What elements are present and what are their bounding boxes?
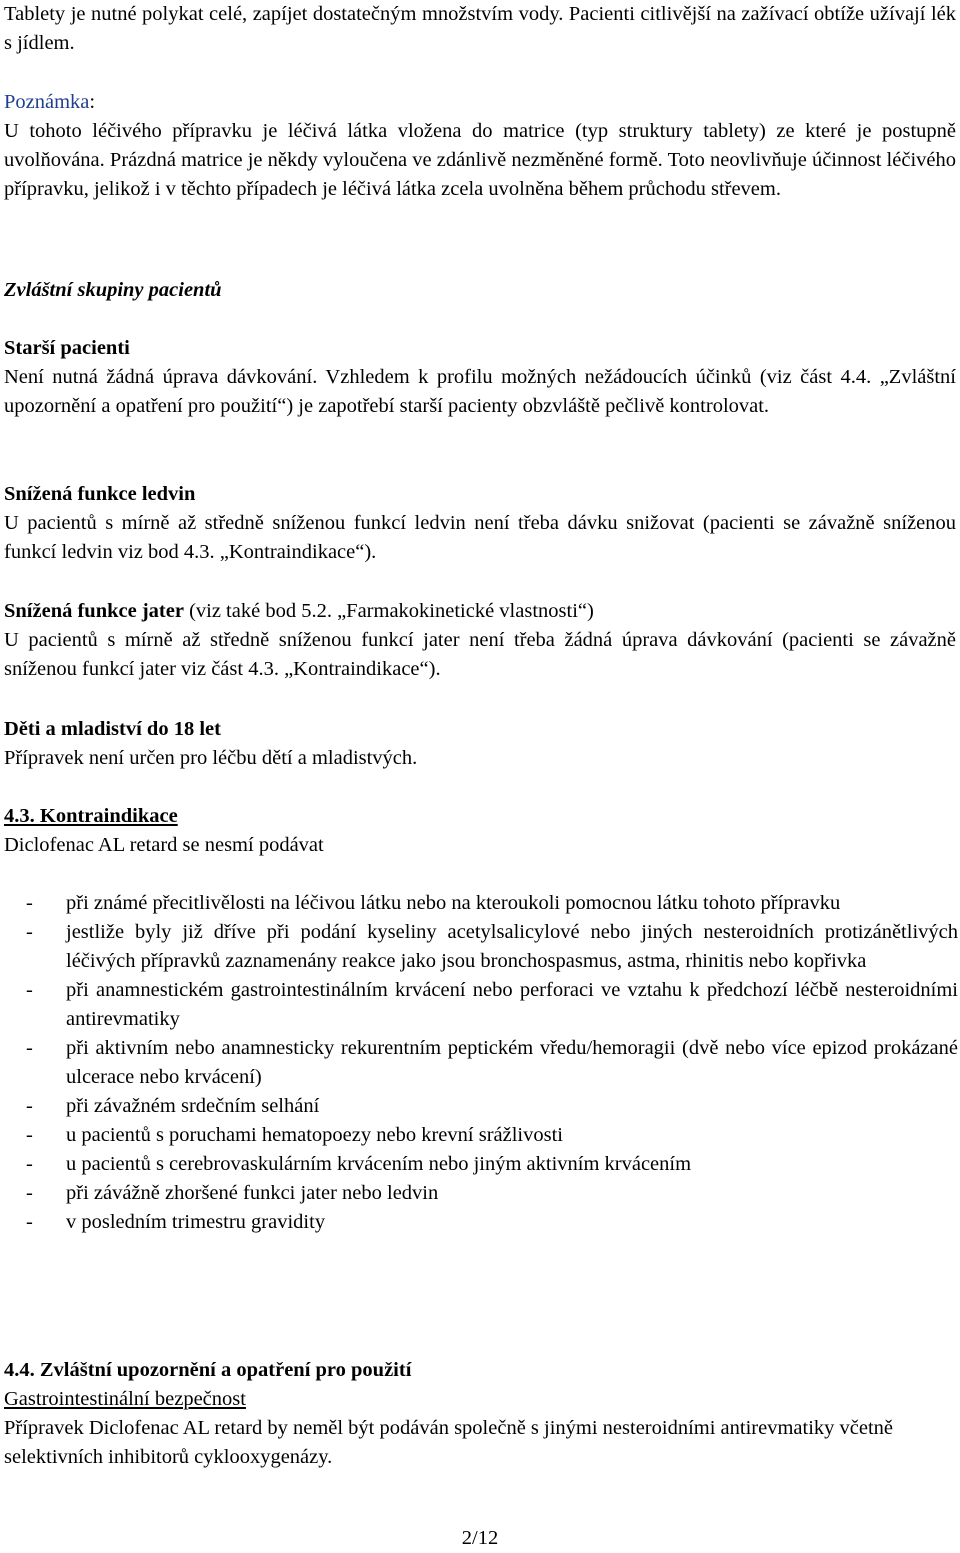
list-item-text: při anamnestickém gastrointestinálním krvácení nebo perforaci ve vztahu k předchozí léčbě nesteroidními antirevmatiky bbox=[66, 979, 958, 1030]
list-item bbox=[4, 918, 958, 976]
list-dash: - bbox=[26, 1095, 33, 1117]
children-text: Přípravek není určen pro léčbu dětí a mladistvých. bbox=[4, 747, 418, 769]
list-item bbox=[4, 1121, 958, 1150]
list-item-text: u pacientů s cerebrovaskulárním krvácením nebo jiným aktivním krvácením bbox=[66, 1153, 692, 1175]
hepatic-heading-suffix: (viz také bod 5.2. „Farmakokinetické vlastnosti“) bbox=[183, 600, 594, 622]
contraindications-intro: Diclofenac AL retard se nesmí podávat bbox=[4, 834, 324, 856]
hepatic-heading-line bbox=[4, 597, 956, 626]
intro-paragraph: Tablety je nutné polykat celé, zapíjet dostatečným množstvím vody. Pacienti citlivější na zažívací obtíže užívají lék s jídlem. bbox=[4, 3, 956, 54]
list-dash: - bbox=[26, 1153, 33, 1175]
note-paragraph bbox=[4, 117, 956, 204]
list-item bbox=[4, 1150, 958, 1179]
contraindications-list bbox=[4, 889, 958, 1237]
list-dash: - bbox=[26, 1182, 33, 1204]
list-item bbox=[4, 1208, 958, 1237]
renal-text: U pacientů s mírně až středně sníženou funkcí ledvin není třeba dávku snižovat (pacienti se závažně sníženou funkcí ledvin viz bod 4.3. „Kontraindikace“). bbox=[4, 512, 956, 563]
list-dash: - bbox=[26, 1211, 33, 1233]
note-label-line bbox=[4, 88, 956, 117]
list-item bbox=[4, 1179, 958, 1208]
list-item bbox=[4, 889, 958, 918]
elderly-heading: Starší pacienti bbox=[4, 337, 130, 359]
renal-heading: Snížená funkce ledvin bbox=[4, 483, 196, 505]
list-item-text: při závažném srdečním selhání bbox=[66, 1095, 320, 1117]
warnings-text: Přípravek Diclofenac AL retard by neměl být podáván společně s jinými nesteroidními antirevmatiky včetně selektivních inhibitorů cyklooxygenázy. bbox=[4, 1417, 894, 1468]
list-item bbox=[4, 1092, 958, 1121]
list-dash: - bbox=[26, 892, 33, 914]
list-item-text: při závážně zhoršené funkci jater nebo ledvin bbox=[66, 1182, 439, 1204]
list-item bbox=[4, 1034, 958, 1092]
list-item-text: při známé přecitlivělosti na léčivou látku nebo na kteroukoli pomocnou látku tohoto přípravku bbox=[66, 892, 841, 914]
page-number: 2/12 bbox=[461, 1527, 499, 1549]
note-text: U tohoto léčivého přípravku je léčivá látka vložena do matrice (typ struktury tablety) ze které je postupně uvolňována. Prázdná matrice je někdy vyloučena ve zdánlivě nezměněné formě. Toto neovlivňuje účinnost léčivého přípravku, jelikož i v těchto případech je léčivá látka zcela uvolněna během průchodu střevem. bbox=[4, 120, 956, 200]
list-item-text: u pacientů s poruchami hematopoezy nebo krevní srážlivosti bbox=[66, 1124, 563, 1146]
hepatic-text: U pacientů s mírně až středně sníženou funkcí jater není třeba žádná úprava dávkování (pacienti se závažně sníženou funkcí jater viz část 4.3. „Kontraindikace“). bbox=[4, 629, 956, 680]
warnings-heading: 4.4. Zvláštní upozornění a opatření pro použití bbox=[4, 1359, 412, 1381]
children-heading: Děti a mladiství do 18 let bbox=[4, 718, 221, 740]
hepatic-heading: Snížená funkce jater bbox=[4, 600, 184, 622]
list-dash: - bbox=[26, 1037, 33, 1059]
list-dash: - bbox=[26, 979, 33, 1001]
note-colon: : bbox=[89, 91, 96, 113]
note-label: Poznámka bbox=[4, 91, 90, 113]
list-item-text: v posledním trimestru gravidity bbox=[66, 1211, 326, 1233]
list-item-text: jestliže byly již dříve při podání kyseliny acetylsalicylové nebo jiných nesteroidních protizánětlivých léčivých přípravků zaznamenány reakce jako jsou bronchospasmus, astma, rhinitis nebo kopřivka bbox=[66, 921, 958, 972]
elderly-text: Není nutná žádná úprava dávkování. Vzhledem k profilu možných nežádoucích účinků (viz část 4.4. „Zvláštní upozornění a opatření pro použití“) je zapotřebí starší pacienty obzvláště pečlivě kontrolovat. bbox=[4, 366, 956, 417]
special-groups-heading: Zvláštní skupiny pacientů bbox=[4, 279, 222, 301]
list-dash: - bbox=[26, 1124, 33, 1146]
list-dash: - bbox=[26, 921, 33, 943]
contraindications-heading: 4.3. Kontraindikace bbox=[4, 805, 178, 827]
list-item bbox=[4, 976, 958, 1034]
list-item-text: při aktivním nebo anamnesticky rekurentním peptickém vředu/hemoragii (dvě nebo více epizod prokázané ulcerace nebo krvácení) bbox=[66, 1037, 958, 1088]
warnings-subheading: Gastrointestinální bezpečnost bbox=[4, 1388, 246, 1410]
